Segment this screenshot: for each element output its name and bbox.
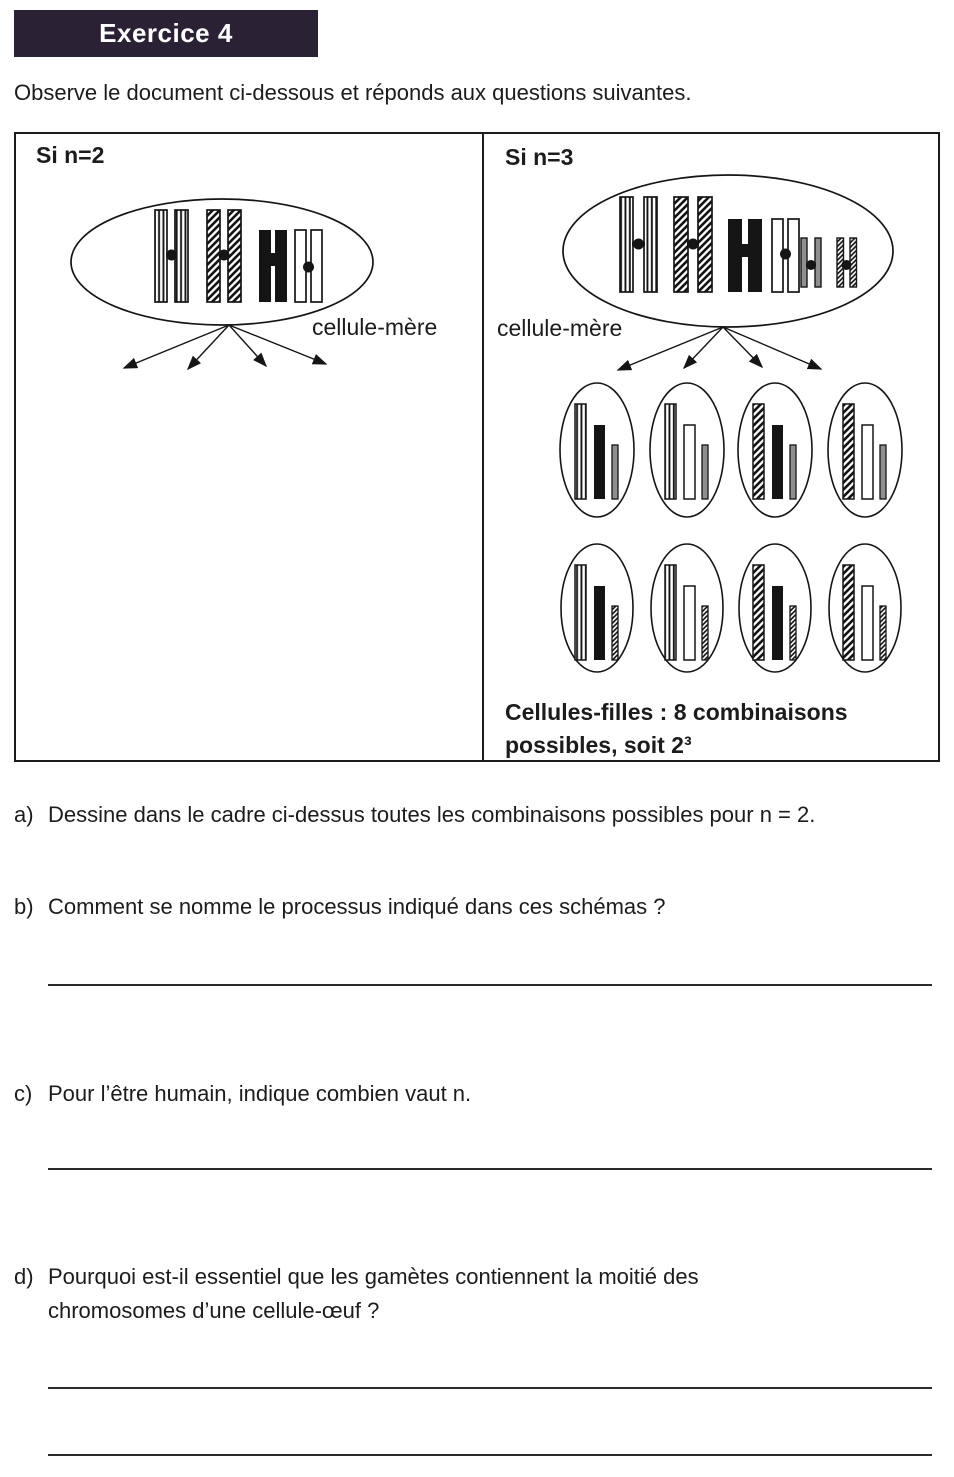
chromosome-pair-black-medium (259, 230, 287, 302)
centromere-dot (633, 239, 644, 250)
daughter-cell-3 (738, 383, 812, 517)
question-a-text: Dessine dans le cadre ci-dessus toutes les combinaisons possibles pour n = 2. (48, 802, 816, 827)
chromosome-pair-hatched-large (674, 197, 712, 292)
centromere-dot (688, 239, 699, 250)
chromosome-pair-white-medium (772, 219, 799, 292)
daughter-cell-5 (561, 544, 633, 672)
left-mother-cell-ellipse (71, 199, 373, 325)
centromere-dot (219, 250, 230, 261)
answer-line-c (48, 1168, 932, 1170)
left-division-arrows (124, 325, 326, 369)
centromere-dot (303, 262, 314, 273)
right-panel-title: Si n=3 (505, 144, 574, 170)
chromosome-pair-hatched-large (207, 210, 241, 302)
exercise-banner (14, 10, 318, 57)
centromere-dot (842, 260, 852, 270)
question-c-label: c) (14, 1081, 33, 1106)
chromosome-pair-white-medium (295, 230, 322, 302)
question-c (14, 1077, 471, 1111)
meiosis-diagram (16, 134, 938, 760)
chromosome-pair-gray-small (801, 238, 821, 287)
answer-line-b (48, 984, 932, 986)
chromosome-pair-black-medium (728, 219, 762, 292)
chromosome-pair-hatched-small (837, 238, 857, 287)
chromosome-pair-striped-large (155, 210, 188, 302)
caption-line-2: possibles, soit 2³ (505, 732, 692, 758)
answer-line-d2 (48, 1454, 932, 1456)
question-d (14, 1260, 796, 1328)
daughter-cell-8 (829, 544, 901, 672)
left-mother-cell (71, 199, 373, 369)
right-division-arrows (618, 327, 821, 370)
daughter-cell-2 (650, 383, 724, 517)
question-a-label: a) (14, 802, 34, 827)
question-b-text: Comment se nomme le processus indiqué dans ces schémas ? (48, 894, 666, 919)
right-mother-cell-label: cellule-mère (497, 315, 623, 341)
caption-line-1: Cellules-filles : 8 combinaisons (505, 699, 848, 725)
left-panel-title: Si n=2 (36, 142, 105, 168)
daughter-cells-caption (505, 696, 848, 762)
centromere-dot (780, 249, 791, 260)
question-b (14, 890, 666, 924)
question-d-label: d) (14, 1264, 34, 1289)
daughter-cell-1 (560, 383, 634, 517)
centromere-dot (806, 260, 816, 270)
left-mother-cell-label: cellule-mère (312, 314, 438, 340)
daughter-cell-7 (739, 544, 811, 672)
question-a (14, 798, 815, 832)
exercise-title: Exercice 4 (99, 18, 233, 48)
question-d-text: Pourquoi est-il essentiel que les gamètes contiennent la moitié des chromosomes d’une cellule-œuf ? (48, 1264, 699, 1323)
intro-text: Observe le document ci-dessous et réponds aux questions suivantes. (14, 80, 692, 105)
daughter-cell-6 (651, 544, 723, 672)
diagram-box (14, 132, 940, 762)
chromosome-pair-striped-large (620, 197, 657, 292)
question-b-label: b) (14, 894, 34, 919)
centromere-dot (166, 250, 177, 261)
answer-line-d1 (48, 1387, 932, 1389)
daughter-cell-4 (828, 383, 902, 517)
question-c-text: Pour l’être humain, indique combien vaut n. (48, 1081, 472, 1106)
